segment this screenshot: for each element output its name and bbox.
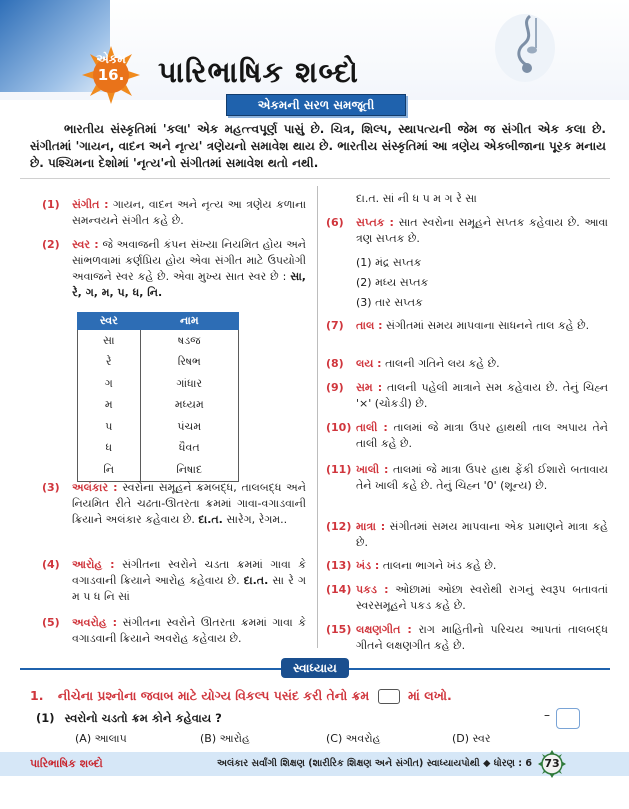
item-term: આરોહ : xyxy=(72,558,115,571)
item-text: સ્વરોના સમૂહને ક્રમબદ્ધ, તાલબદ્ધ અને નિયમિત રીતે ચઢતા-ઊતરતા ક્રમમાં ગાવા-વગાડવાની ક્રિયાને અલંકાર કહેવાય છે. xyxy=(72,481,306,526)
item-text: સંગીતમાં સમય માપવાના સાધનને તાલ કહે છે. xyxy=(386,319,590,332)
answer-box-sample xyxy=(378,689,400,704)
table-header: સ્વર xyxy=(78,313,141,330)
table-row xyxy=(78,395,239,417)
item-term: અવરોહ : xyxy=(72,616,118,629)
sub-question-text: સ્વરોનો ચડતો ક્રમ કોને કહેવાય ? xyxy=(64,711,222,725)
item-term: માત્રા : xyxy=(356,520,386,533)
table-cell: નિષાદ xyxy=(140,459,238,481)
item-number: (4) xyxy=(42,558,60,571)
item-number: (1) xyxy=(42,198,60,211)
item-term: અલંકાર : xyxy=(72,481,118,494)
saptak-sub-1: (1) મંદ્ર સપ્તક xyxy=(356,256,422,269)
item-number: (10) xyxy=(326,421,352,434)
item-text: સંગીતમાં સમય માપવાના એક પ્રમાણને માત્રા કહે છે. xyxy=(356,520,609,549)
footer-chapter: પારિભાષિક શબ્દો xyxy=(30,757,103,770)
section-banner-label: એકમની સરળ સમજૂતી xyxy=(257,98,375,112)
item-number: (9) xyxy=(326,381,344,394)
intro-paragraph xyxy=(30,121,606,172)
item-term: પકડ : xyxy=(356,583,389,596)
item-term: ખાલી : xyxy=(356,463,389,476)
table-cell: મધ્યમ xyxy=(140,395,238,417)
item-text: સાત સ્વરોના સમૂહને સપ્તક કહેવાય છે. આવા ત્રણ સપ્તક છે. xyxy=(356,216,608,245)
item-number: (6) xyxy=(326,216,344,229)
table-cell: ગ xyxy=(78,373,141,395)
item-number: (15) xyxy=(326,623,352,636)
table-cell: સા xyxy=(78,330,141,352)
item-text: તાલમાં જે માત્રા ઉપર હાથ ફેંકી ઈશારો બતાવાય તેને ખાલી કહે છે. તેનું ચિહ્ન '0' (શૂન્ય) છે. xyxy=(356,463,608,492)
unit-number: 16. xyxy=(97,66,125,84)
sub-question-number: (1) xyxy=(36,711,55,725)
table-cell: રે xyxy=(78,352,141,374)
item-term: તાલ : xyxy=(356,319,383,332)
table-cell: ગાંધાર xyxy=(140,373,238,395)
table-row xyxy=(78,330,239,352)
item-term: ખંડ : xyxy=(356,559,380,572)
top-divider xyxy=(20,178,610,179)
sub-question-1 xyxy=(36,711,222,726)
table-cell: ધૈવત xyxy=(140,438,238,460)
item-number: (2) xyxy=(42,238,60,251)
table-cell: પ xyxy=(78,416,141,438)
answer-dash: – xyxy=(544,708,550,722)
question-text: નીચેના પ્રશ્નોના જવાબ માટે યોગ્ય વિકલ્પ પસંદ કરી તેનો ક્રમ xyxy=(57,688,370,703)
item-number: (3) xyxy=(42,481,60,494)
item-number: (13) xyxy=(326,559,352,572)
table-header: નામ xyxy=(140,313,238,330)
table-cell: નિ xyxy=(78,459,141,481)
item-text: જે અવાજની કંપન સંખ્યા નિયમિત હોય અને સાંભળવામાં કર્ણપ્રિય હોય એવા સંગીત માટે ઉપયોગી અવાજને સ્વર કહે છે. એવા મુખ્ય સાત સ્વર છે : xyxy=(72,238,306,283)
table-cell: મ xyxy=(78,395,141,417)
footer-book-title: અલંકાર સર્વાંગી શિક્ષણ (શારીરિક શિક્ષણ અને સંગીત) સ્વાધ્યાયપોથી ◆ ધોરણ : 6 xyxy=(216,758,532,769)
item-text: તાલના ભાગને ખંડ કહે છે. xyxy=(382,559,497,572)
item-example-label: દા.ત. xyxy=(198,513,223,526)
item-term: તાલી : xyxy=(356,421,388,434)
item-text: ઓછામાં ઓછા સ્વરોથી રાગનું સ્વરૂપ બતાવતાં સ્વરસમૂહને પકડ કહે છે. xyxy=(356,583,609,612)
table-row xyxy=(78,352,239,374)
item-term: સમ : xyxy=(356,381,383,394)
table-cell: ધ xyxy=(78,438,141,460)
saptak-sub-2: (2) મધ્ય સપ્તક xyxy=(356,276,429,289)
item-number: (8) xyxy=(326,357,344,370)
item-number: (12) xyxy=(326,520,352,533)
option-c[interactable]: (C) અવરોહ xyxy=(326,732,381,745)
avroh-example: દા.ત. સાં ની ધ પ મ ગ રે સા xyxy=(356,192,477,205)
swar-table xyxy=(77,312,239,482)
music-note-decoration-icon xyxy=(490,4,560,86)
item-text: સંગીતના સ્વરોને ચડતા ક્રમમાં ગાવા કે વગાડવાની ક્રિયાને આરોહ કહેવાય છે. xyxy=(72,558,306,587)
item-number: (11) xyxy=(326,463,352,476)
item-text: તાલમાં જે માત્રા ઉપર હાથથી તાલ અપાય તેને તાલી કહે છે. xyxy=(356,421,608,450)
item-text: સંગીતના સ્વરોને ઊતરતા ક્રમમાં ગાવા કે વગાડવાની ક્રિયાને અવરોહ કહેવાય છે. xyxy=(72,616,306,645)
column-divider xyxy=(317,186,318,648)
table-row xyxy=(78,373,239,395)
intro-text: ભારતીય સંસ્કૃતિમાં 'કલા' એક મહત્ત્વપૂર્ણ પાસું છે. ચિત્ર, શિલ્પ, સ્થાપત્યની જેમ જ સંગીત એક કલા છે. સંગીતમાં 'ગાયન, વાદન અને નૃત્ય' ત્રણેયનો સમાવેશ થાય છે. ભારતીય સંસ્કૃતિમાં આ ત્રણેય એકબીજાના પૂરક મનાય છે. પશ્ચિમના દેશોમાં 'નૃત્ય'નો સંગીતમાં સમાવેશ થતો નથી. xyxy=(30,122,606,170)
item-term: સ્વર : xyxy=(72,238,99,251)
option-b[interactable]: (B) આરોહ xyxy=(200,732,250,745)
item-term: લક્ષણગીત : xyxy=(356,623,412,636)
table-row xyxy=(78,416,239,438)
item-term: લય : xyxy=(356,357,382,370)
option-d[interactable]: (D) સ્વર xyxy=(452,732,491,745)
unit-label: એકમ xyxy=(96,52,126,66)
item-number: (5) xyxy=(42,616,60,629)
item-text: તાલની પહેલી માત્રાને સમ કહેવાય છે. તેનું ચિહ્ન '×' (ચોકડી) છે. xyxy=(356,381,609,410)
item-text: રાગ માહિતીનો પરિચય આપતાં તાલબદ્ધ ગીતને લક્ષણગીત કહે છે. xyxy=(356,623,608,652)
table-cell: ષડજ xyxy=(140,330,238,352)
item-text: તાલની ગતિને લય કહે છે. xyxy=(385,357,500,370)
answer-input-box[interactable] xyxy=(556,708,580,729)
question-1 xyxy=(30,688,452,704)
table-row xyxy=(78,438,239,460)
item-number: (14) xyxy=(326,583,352,596)
table-row xyxy=(78,459,239,481)
table-cell: રિષભ xyxy=(140,352,238,374)
question-number: 1. xyxy=(30,688,44,703)
item-example: સા રે ગ મ પ ધ નિ સાં xyxy=(72,574,306,603)
item-term: સપ્તક : xyxy=(356,216,394,229)
item-example: સારેગ, રેગમ.. xyxy=(226,513,288,526)
item-number: (7) xyxy=(326,319,344,332)
section-banner xyxy=(226,94,406,116)
item-text: ગાયન, વાદન અને નૃત્ય આ ત્રણેય કળાના સમન્વયને સંગીત કહે છે. xyxy=(72,198,307,227)
page-title: પારિભાષિક શબ્દો xyxy=(158,55,359,89)
page-number: 73 xyxy=(544,757,560,770)
item-notes: સા, રે, ગ, મ, પ, ધ, નિ. xyxy=(72,270,306,299)
exercise-heading: સ્વાધ્યાય xyxy=(281,658,349,678)
option-a[interactable]: (A) આલાપ xyxy=(75,732,127,745)
question-tail: માં લખો. xyxy=(407,688,452,703)
saptak-sub-3: (3) તાર સપ્તક xyxy=(356,296,423,309)
table-cell: પંચમ xyxy=(140,416,238,438)
item-example-label: દા.ત. xyxy=(243,574,269,587)
item-term: સંગીત : xyxy=(72,198,109,211)
